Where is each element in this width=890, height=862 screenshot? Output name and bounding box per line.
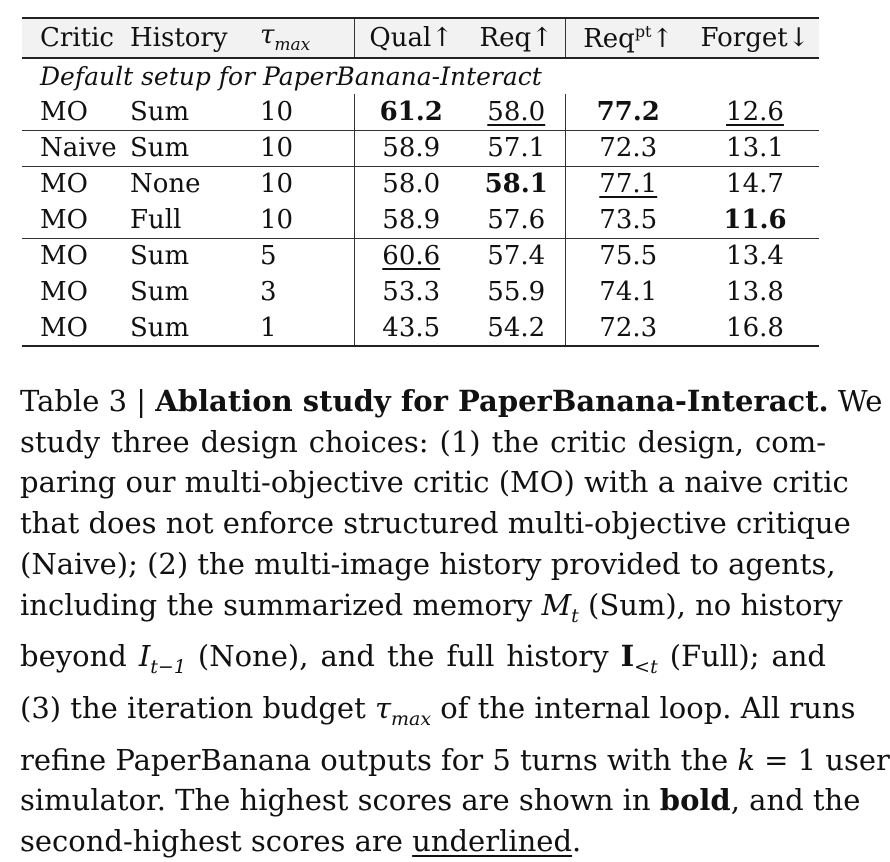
caption-line bbox=[20, 740, 890, 781]
header-critic: Critic bbox=[22, 18, 130, 58]
caption-text: (None), and the full history bbox=[185, 639, 621, 674]
caption-text: . bbox=[572, 824, 582, 859]
caption-text: simulator. The highest scores are shown in bbox=[20, 783, 660, 818]
caption-text: , and the bbox=[730, 783, 861, 818]
cell-req: 57.4 bbox=[487, 241, 546, 272]
cell-forget-wrap bbox=[691, 94, 819, 130]
cell-critic: Naive bbox=[22, 130, 130, 166]
header-reqpt-base: Req bbox=[583, 24, 635, 54]
cell-history: Sum bbox=[130, 310, 260, 346]
cell-req-wrap bbox=[468, 94, 565, 130]
cell-tau: 10 bbox=[260, 94, 354, 130]
caption-line: study three design choices: (1) the critic design, com- bbox=[20, 424, 826, 459]
caption-math-m-sub: t bbox=[571, 604, 579, 627]
caption-line bbox=[20, 780, 861, 821]
cell-qual-wrap bbox=[354, 238, 468, 274]
cell-tau: 10 bbox=[260, 130, 354, 166]
ablation-table-container bbox=[22, 17, 819, 347]
cell-reqpt: 77.1 bbox=[599, 169, 658, 200]
cell-qual: 58.9 bbox=[354, 130, 468, 166]
caption-math-k: k bbox=[737, 742, 755, 777]
cell-qual: 60.6 bbox=[382, 241, 441, 272]
caption-bold-word: bold bbox=[659, 783, 731, 818]
caption-math-tau: τ bbox=[374, 690, 391, 725]
cell-forget-wrap bbox=[691, 202, 819, 238]
table-row bbox=[22, 130, 819, 166]
caption-text: = 1 user bbox=[754, 742, 890, 777]
header-req: Req↑ bbox=[468, 18, 565, 58]
caption-line bbox=[20, 585, 843, 637]
cell-req: 58.1 bbox=[484, 169, 548, 200]
header-tau-max bbox=[260, 18, 354, 58]
header-reqpt bbox=[565, 18, 691, 58]
header-reqpt-arrow: ↑ bbox=[651, 24, 674, 54]
cell-reqpt: 72.3 bbox=[565, 130, 691, 166]
cell-critic: MO bbox=[40, 241, 88, 272]
header-reqpt-superscript: pt bbox=[634, 22, 652, 41]
cell-qual: 61.2 bbox=[379, 96, 443, 127]
ablation-table bbox=[22, 17, 819, 347]
table-caption bbox=[20, 381, 890, 862]
cell-forget: 13.1 bbox=[691, 130, 819, 166]
cell-req: 57.6 bbox=[468, 202, 565, 238]
caption-text: (Sum), no history bbox=[578, 587, 843, 622]
caption-math-bold-i-sub: <t bbox=[634, 656, 658, 679]
cell-reqpt-wrap bbox=[565, 94, 691, 130]
cell-reqpt: 75.5 bbox=[565, 238, 691, 274]
table-row bbox=[22, 274, 819, 310]
table-row bbox=[22, 94, 819, 130]
caption-math-i: I bbox=[138, 639, 151, 674]
caption-math-i-sub: t−1 bbox=[150, 656, 186, 679]
table-row bbox=[22, 310, 819, 346]
header-history: History bbox=[130, 18, 260, 58]
cell-req: 58.0 bbox=[487, 96, 546, 127]
caption-text: second-highest scores are bbox=[20, 824, 413, 859]
cell-forget: 11.6 bbox=[723, 204, 787, 235]
cell-tau: 1 bbox=[260, 310, 354, 346]
caption-table-number: Table 3 | bbox=[20, 384, 156, 418]
cell-reqpt-wrap bbox=[565, 166, 691, 202]
cell-reqpt: 72.3 bbox=[565, 310, 691, 346]
caption-text: refine PaperBanana outputs for 5 turns with the bbox=[20, 742, 738, 777]
cell-req: 54.2 bbox=[468, 310, 565, 346]
caption-math-m: M bbox=[541, 587, 572, 622]
caption-line bbox=[20, 688, 856, 740]
cell-reqpt: 77.2 bbox=[596, 96, 660, 127]
header-tau-subscript: max bbox=[274, 35, 311, 55]
cell-critic: MO bbox=[40, 169, 88, 200]
cell-tau: 10 bbox=[260, 169, 294, 200]
header-forget: Forget↓ bbox=[691, 18, 819, 58]
table-row bbox=[22, 202, 819, 238]
cell-qual: 53.3 bbox=[354, 274, 468, 310]
caption-line: paring our multi-objective critic (MO) with a naive critic bbox=[20, 465, 849, 500]
cell-req: 55.9 bbox=[487, 277, 546, 307]
caption-math-tau-sub: max bbox=[391, 707, 432, 730]
caption-math-bold-i: I bbox=[620, 639, 635, 674]
cell-history: Full bbox=[130, 202, 260, 238]
cell-forget: 13.8 bbox=[726, 277, 784, 307]
cell-critic: MO bbox=[22, 202, 130, 238]
cell-history: Sum bbox=[130, 277, 190, 307]
cell-history: Sum bbox=[130, 241, 190, 272]
cell-history: None bbox=[130, 169, 201, 200]
cell-tau: 10 bbox=[260, 202, 354, 238]
caption-line: (Naive); (2) the multi-image history provided to agents, bbox=[20, 546, 836, 581]
caption-text: including the summarized memory bbox=[20, 587, 542, 622]
cell-forget: 16.8 bbox=[691, 310, 819, 346]
cell-history: Sum bbox=[130, 94, 260, 130]
caption-text: (Full); and bbox=[657, 639, 826, 674]
cell-req-wrap bbox=[468, 166, 565, 202]
caption-line: that does not enforce structured multi-objective critique bbox=[20, 506, 851, 541]
cell-qual: 58.0 bbox=[354, 166, 468, 202]
cell-reqpt: 74.1 bbox=[565, 274, 691, 310]
cell-req: 57.1 bbox=[468, 130, 565, 166]
cell-forget: 14.7 bbox=[726, 169, 784, 200]
table-header-row bbox=[22, 18, 819, 58]
header-qual: Qual↑ bbox=[354, 18, 468, 58]
table-row bbox=[22, 166, 819, 202]
cell-reqpt: 73.5 bbox=[565, 202, 691, 238]
caption-text: of the internal loop. All runs bbox=[431, 690, 856, 725]
cell-qual: 58.9 bbox=[354, 202, 468, 238]
table-row bbox=[22, 238, 819, 274]
caption-underlined-word: underlined bbox=[412, 824, 573, 859]
cell-critic: MO bbox=[40, 277, 88, 307]
cell-qual: 43.5 bbox=[354, 310, 468, 346]
caption-line bbox=[20, 381, 883, 422]
section-label: Default setup for PaperBanana-Interact bbox=[40, 62, 542, 91]
cell-tau: 5 bbox=[260, 241, 277, 272]
caption-text: We bbox=[828, 384, 883, 418]
header-tau-symbol: τ bbox=[260, 20, 275, 50]
section-label-row bbox=[22, 58, 819, 94]
caption-text: beyond bbox=[20, 639, 139, 674]
cell-tau: 3 bbox=[260, 277, 277, 307]
cell-history: Sum bbox=[130, 130, 260, 166]
cell-qual-wrap bbox=[354, 94, 468, 130]
caption-line bbox=[20, 821, 826, 862]
cell-forget: 12.6 bbox=[726, 96, 784, 127]
cell-critic: MO bbox=[22, 310, 130, 346]
caption-text: (3) the iteration budget bbox=[20, 690, 375, 725]
caption-line bbox=[20, 636, 826, 688]
cell-forget: 13.4 bbox=[726, 241, 784, 272]
cell-critic: MO bbox=[22, 94, 130, 130]
caption-title: Ablation study for PaperBanana-Interact. bbox=[155, 384, 829, 418]
